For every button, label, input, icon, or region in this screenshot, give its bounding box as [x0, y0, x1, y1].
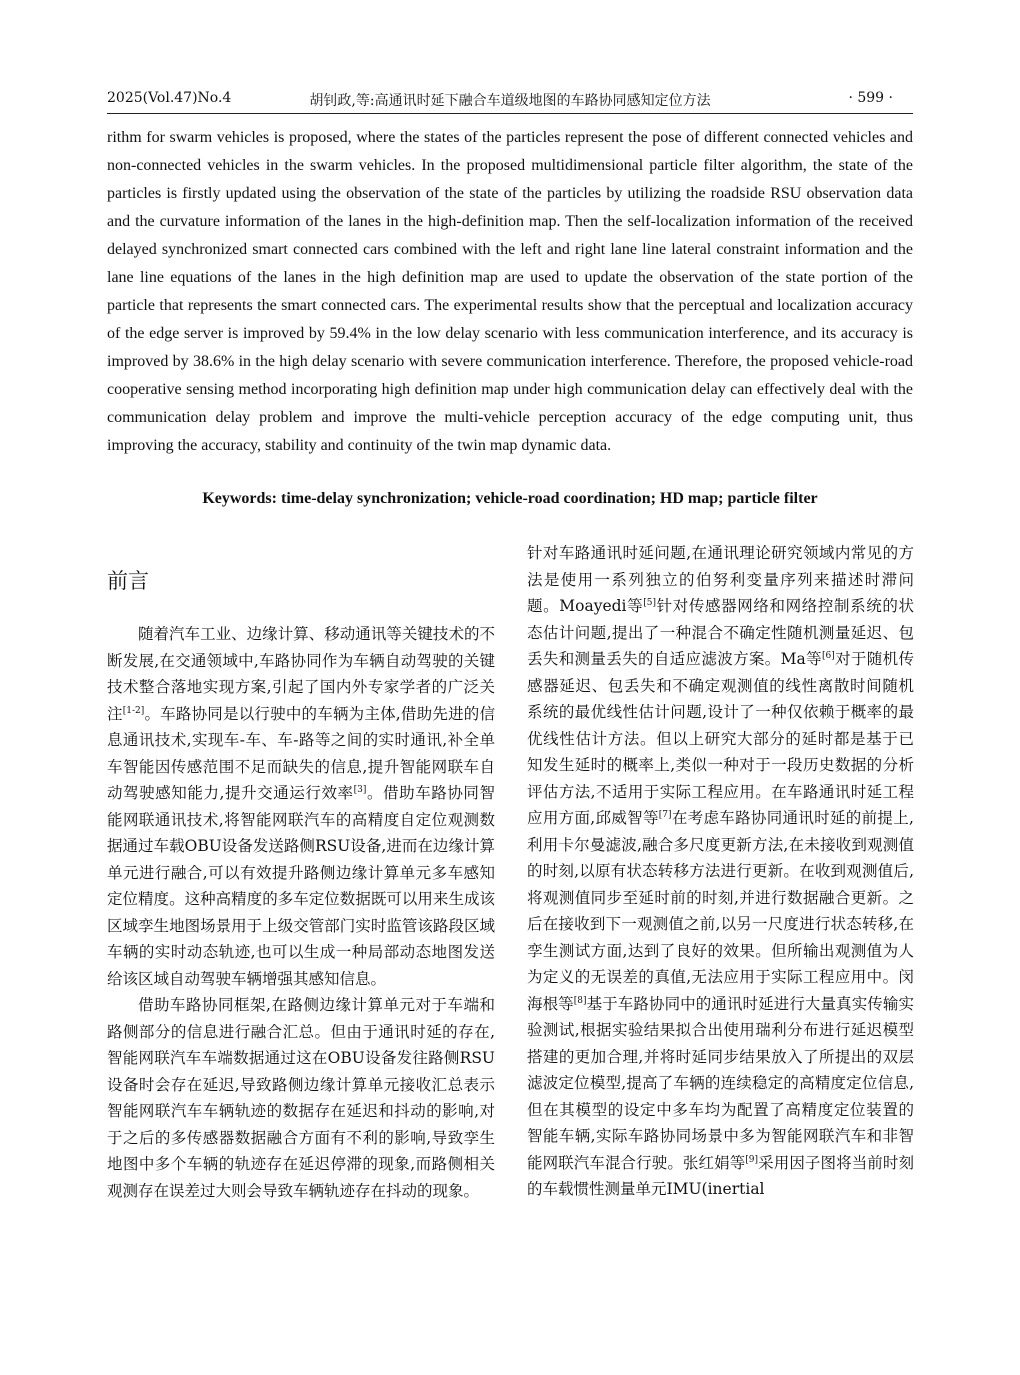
text: 在考虑车路协同通讯时延的前提上,利用卡尔曼滤波,融合多尺度更新方法,在未接收到观测值的时刻,以原有状态转移方法进行更新。在收到观测值后,将观测值同步至延时前的时刻,并进行数据融合更新。之后在接收到下一观测值之前,以另一尺度进行状态转移,在孪生测试方面,达到了良好的效果。但所输出观测值为人为定义的无误差的真值,无法应用于实际工程应用中。闵海根等	[527, 809, 914, 1013]
running-header	[107, 90, 913, 114]
english-abstract: rithm for swarm vehicles is proposed, where the states of the particles represent the pose of different connected vehicles and non-connected vehicles in the swarm vehicles. In the proposed multidimensional particle filter algorithm, the state of the particles is firstly updated using the observation of the state of the particles by utilizing the roadside RSU observation data and the curvature information of the lanes in the high-definition map. Then the self-localization information of the received delayed synchronized smart connected cars combined with the left and right lane line lateral constraint information and the lane line equations of the lanes in the high definition map are used to update the observation of the state portion of the particle that represents the smart connected cars. The experimental results show that the perceptual and localization accuracy of the edge server is improved by 59.4% in the low delay scenario with less communication interference, and its accuracy is improved by 38.6% in the high delay scenario with severe communication interference. Therefore, the proposed vehicle-road cooperative sensing method incorporating high definition map under high communication delay can effectively deal with the communication delay problem and improve the multi-vehicle perception accuracy of the edge computing unit, thus improving the accuracy, stability and continuity of the twin map dynamic data.	[107, 129, 913, 454]
issue-info: 2025(Vol.47)No.4	[107, 90, 232, 106]
citation: [5]	[643, 597, 656, 608]
text: 针对传感器网络和网络控制系统的状态估计问题,提出了一种混合不确定性随机测量延迟、包丢失和测量丢失的自适应滤波方案。Ma等	[527, 597, 914, 668]
text: 针对车路通讯时延问题,在通讯理论研究领域内常见的方法是使用一系列独立的伯努利变量序列来描述时滞问题。Moayedi等	[527, 544, 914, 615]
paragraph-3	[527, 540, 914, 1203]
keywords: Keywords: time-delay synchronization; vehicle-road coordination; HD map; particle filter	[202, 490, 818, 507]
citation: [9]	[745, 1154, 759, 1165]
citation: [8]	[573, 995, 587, 1006]
right-column	[527, 540, 914, 1203]
text: 采用因子图将当前时刻的车载惯性测量单元IMU(inertial	[527, 1153, 914, 1198]
text: 随着汽车工业、边缘计算、移动通讯等关键技术的不断发展,在交通领域中,车路协同作为车辆自动驾驶的关键技术整合落地实现方案,引起了国内外专家学者的广泛关注	[107, 625, 495, 723]
citation: [7]	[658, 809, 672, 820]
citation: [3]	[353, 784, 367, 795]
paragraph-2: 借助车路协同框架,在路侧边缘计算单元对于车端和路侧部分的信息进行融合汇总。但由于通讯时延的存在,智能网联汽车车端数据通过这在OBU设备发往路侧RSU设备时会存在延迟,导致路侧边缘计算单元接收汇总表示智能网联汽车车辆轨迹的数据存在延迟和抖动的影响,对于之后的多传感器数据融合方面有不利的影响,导致孪生地图中多个车辆的轨迹存在延迟停滞的现象,而路侧相关观测存在误差过大则会导致车辆轨迹存在抖动的现象。	[107, 996, 495, 1200]
citation: [1-2]	[122, 705, 145, 716]
running-title: 胡钊政,等:高通讯时延下融合车道级地图的车路协同感知定位方法	[309, 93, 711, 109]
citation: [6]	[821, 650, 835, 661]
text: 基于车路协同中的通讯时延进行大量真实传输实验测试,根据实验结果拟合出使用瑞利分布进行延迟模型搭建的更加合理,并将时延同步结果放入了所提出的双层滤波定位模型,提高了车辆的连续稳定的高精度定位信息,但在其模型的设定中多车均为配置了高精度定位装置的智能车辆,实际车路协同场景中多为智能网联汽车和非智能网联汽车混合行驶。张红娟等	[527, 994, 914, 1172]
left-column	[107, 565, 495, 1204]
text: 。借助车路协同智能网联通讯技术,将智能网联汽车的高精度自定位观测数据通过车载OBU设备发送路侧RSU设备,进而在边缘计算单元进行融合,可以有效提升路侧边缘计算单元多车感知定位精度。这种高精度的多车定位数据既可以用来生成该区域孪生地图场景用于上级交管部门实时监管该路段区域车辆的实时动态轨迹,也可以生成一种局部动态地图发送给该区域自动驾驶车辆增强其感知信息。	[107, 784, 495, 988]
section-title: 前言	[107, 569, 149, 593]
text: 对于随机传感器延迟、包丢失和不确定观测值的线性离散时间随机系统的最优线性估计问题,设计了一种仅依赖于概率的最优线性估计方法。但以上研究大部分的延时都是基于已知发生延时的概率上,类似一种对于一段历史数据的分析评估方法,不适用于实际工程应用。在车路通讯时延工程应用方面,邱威智等	[527, 650, 914, 827]
page-number: · 599 ·	[848, 90, 893, 106]
paragraph-1	[107, 621, 495, 992]
header-rule	[107, 113, 913, 114]
text: 。车路协同是以行驶中的车辆为主体,借助先进的信息通讯技术,实现车-车、车-路等之间的实时通讯,补全单车智能因传感范围不足而缺失的信息,提升智能网联车自动驾驶感知能力,提升交通运行效率	[107, 704, 495, 802]
